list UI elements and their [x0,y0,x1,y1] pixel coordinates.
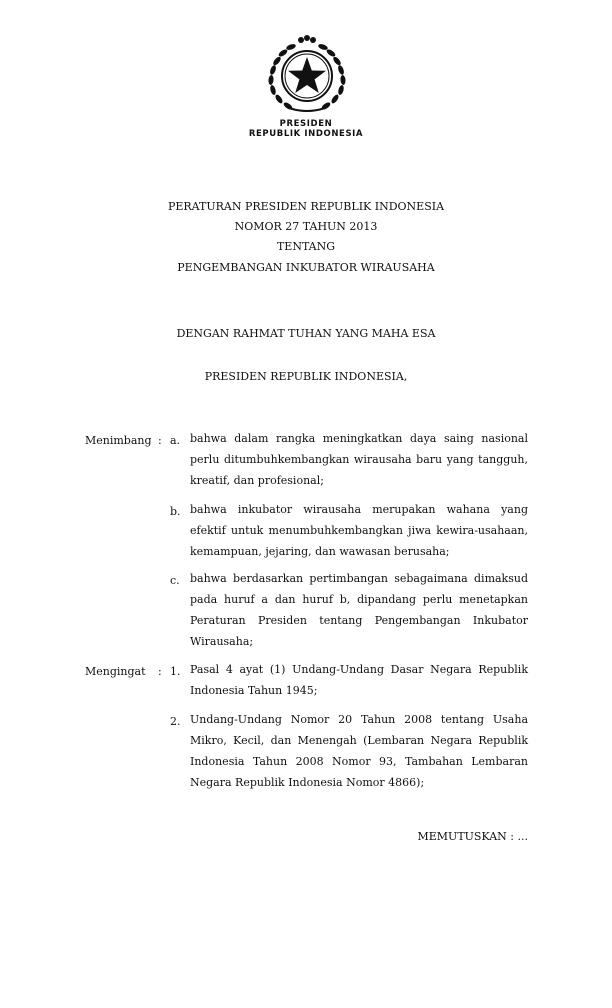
mengingat-marker-1: 1. [170,665,181,678]
header-line-republik: REPUBLIK INDONESIA [248,129,364,139]
menimbang-item-c: bahwa berdasarkan pertimbangan sebagaimana dimaksud pada huruf a dan huruf b, dipandang perlu menetapkan Peraturan Presiden tentang Pengembangan Inkubator Wirausaha; [190,572,528,648]
menimbang-label: Menimbang [85,434,152,447]
menimbang-marker-c: c. [170,574,180,587]
authority: PRESIDEN REPUBLIK INDONESIA, [204,370,408,383]
menimbang-item-a: bahwa dalam rangka meningkatkan daya saing nasional perlu ditumbuhkembangkan wirausaha baru yang tangguh, kreatif, dan profesional; [190,432,528,487]
menimbang-marker-a: a. [170,434,181,447]
mengingat-label: Mengingat [85,665,146,678]
mengingat-colon: : [158,665,162,678]
invocation: DENGAN RAHMAT TUHAN YANG MAHA ESA [176,327,436,340]
regulation-number: NOMOR 27 TAHUN 2013 [234,220,378,233]
mengingat-item-2: Undang-Undang Nomor 20 Tahun 2008 tentang Usaha Mikro, Kecil, dan Menengah (Lembaran Negara Republik Indonesia Tahun 2008 Nomor 93, Tambahan Lembaran Negara Republik Indonesia Nomor 4866); [190,713,528,789]
header-line-presiden: PRESIDEN [279,119,333,129]
menimbang-item-b: bahwa inkubator wirausaha merupakan wahana yang efektif untuk menumbuhkembangkan jiwa kewira-usahaan, kemampuan, jejaring, dan wawasan berusaha; [190,503,528,558]
continuation-marker: MEMUTUSKAN : ... [417,830,528,843]
regulation-subject: PENGEMBANGAN INKUBATOR WIRAUSAHA [177,261,435,274]
mengingat-marker-2: 2. [170,715,181,728]
regulation-title: PERATURAN PRESIDEN REPUBLIK INDONESIA [167,200,445,213]
mengingat-item-1: Pasal 4 ayat (1) Undang-Undang Dasar Negara Republik Indonesia Tahun 1945; [190,663,528,697]
menimbang-marker-b: b. [170,505,181,518]
menimbang-colon: : [158,434,162,447]
garuda-emblem-icon [259,32,355,114]
regulation-tentang: TENTANG [276,240,336,253]
